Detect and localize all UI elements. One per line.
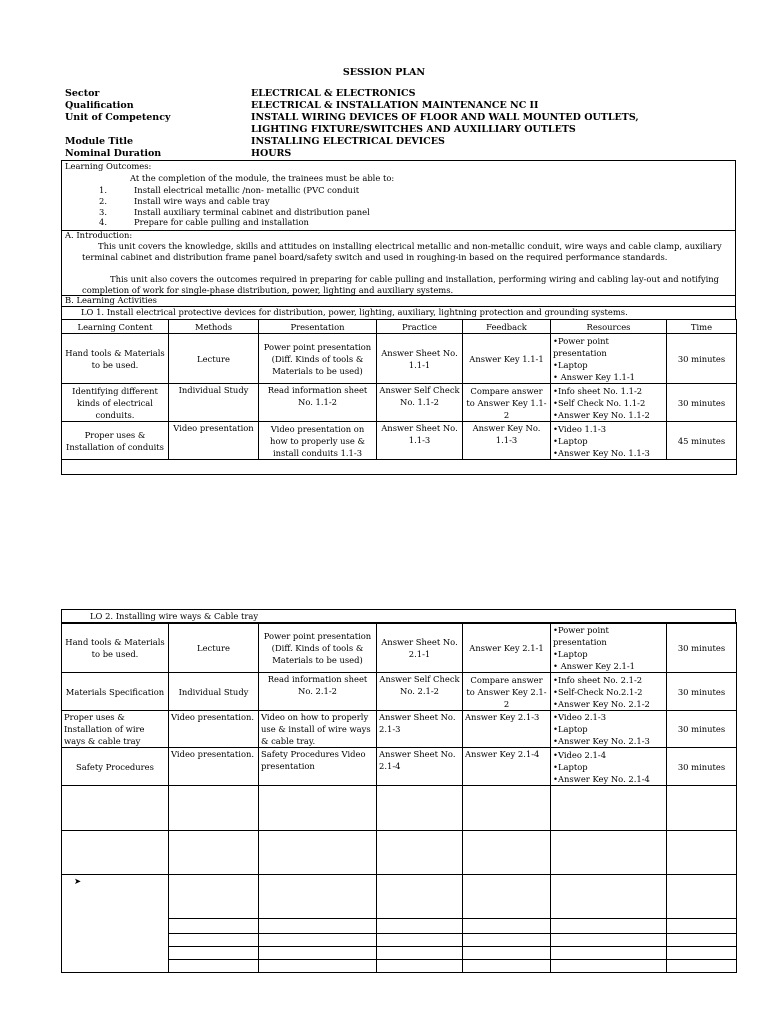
empty-cell — [463, 960, 551, 973]
learning-outcomes-box — [61, 160, 736, 231]
cell-content: Hand tools & Materials to be used. — [62, 623, 169, 673]
empty-cell — [667, 831, 737, 875]
cell-feedback: Answer Key 1.1-1 — [463, 334, 551, 384]
empty-cell — [377, 960, 463, 973]
header-key: Sector — [65, 88, 100, 99]
resource-item: •Laptop — [553, 724, 588, 734]
outcome-number: 1. — [99, 185, 107, 195]
empty-cell — [551, 786, 667, 831]
empty-cell — [551, 960, 667, 973]
table-row — [62, 384, 737, 422]
cell-feedback: Answer Key 2.1-4 — [463, 748, 551, 786]
cell-time: 30 minutes — [667, 384, 737, 422]
empty-cell — [463, 875, 551, 919]
empty-cell — [169, 919, 259, 934]
cell-presentation: Read information sheet No. 1.1-2 — [259, 384, 377, 422]
empty-cell — [551, 947, 667, 960]
empty-cell — [667, 875, 737, 919]
empty-cell — [667, 960, 737, 973]
outcome-number: 3. — [99, 207, 107, 217]
cell-presentation: Video on how to properly use & install of wire ways & cable tray. — [259, 711, 377, 748]
empty-cell — [667, 934, 737, 947]
outcome-text: Prepare for cable pulling and installation — [134, 217, 309, 227]
cell-content: Materials Specification — [62, 673, 169, 711]
resource-item: •Laptop — [553, 761, 588, 772]
cell-presentation: Safety Procedures Video presentation — [259, 748, 377, 786]
resource-item: •Laptop — [553, 648, 588, 659]
cell-method: Individual Study — [169, 673, 259, 711]
column-header: Learning Content — [62, 320, 169, 334]
cell-resources — [551, 334, 667, 384]
cell-time: 30 minutes — [667, 334, 737, 384]
header-key: Module Title — [65, 136, 134, 147]
cell-content: Proper uses & Installation of wire ways & cable tray — [62, 711, 169, 748]
header-value: INSTALL WIRING DEVICES OF FLOOR AND WALL MOUNTED OUTLETS, LIGHTING FIXTURE/SWITCHES AND AUXILLIARY OUTLETS — [251, 112, 639, 135]
resource-item: •Answer Key No. 1.1-3 — [553, 447, 650, 458]
empty-cell — [377, 786, 463, 831]
resource-item: •Power point presentation — [553, 335, 609, 358]
empty-cell — [463, 947, 551, 960]
cell-resources — [551, 711, 667, 748]
activities-table-lo2 — [61, 622, 737, 973]
resource-item: •Answer Key No. 2.1-4 — [553, 773, 650, 784]
arrow-bullet-icon: ➤ — [74, 876, 82, 886]
header-value: ELECTRICAL & ELECTRONICS — [251, 88, 416, 99]
header-key: Nominal Duration — [65, 148, 162, 159]
cell-time: 45 minutes — [667, 422, 737, 460]
resource-item: •Info sheet No. 2.1-2 — [553, 674, 643, 685]
empty-cell — [62, 875, 169, 973]
column-header: Time — [667, 320, 737, 334]
cell-time: 30 minutes — [667, 711, 737, 748]
resource-item: •Video 1.1-3 — [553, 423, 607, 434]
cell-practice: Answer Sheet No. 1.1-3 — [377, 422, 463, 460]
table-row — [62, 711, 737, 748]
empty-cell — [667, 919, 737, 934]
lo1-row — [61, 306, 736, 320]
empty-cell — [377, 919, 463, 934]
empty-cell — [169, 947, 259, 960]
cell-content: Safety Procedures — [62, 748, 169, 786]
table-row-empty — [62, 875, 737, 919]
cell-resources — [551, 384, 667, 422]
empty-cell — [551, 934, 667, 947]
empty-cell — [62, 786, 169, 831]
empty-cell — [62, 460, 737, 475]
cell-feedback: Answer Key 2.1-3 — [463, 711, 551, 748]
empty-cell — [463, 831, 551, 875]
resource-item: • Answer Key 2.1-1 — [553, 660, 635, 671]
table-row — [62, 748, 737, 786]
resource-item: •Self Check No. 1.1-2 — [553, 397, 646, 408]
learning-outcomes-label: Learning Outcomes: — [65, 161, 152, 171]
cell-time: 30 minutes — [667, 748, 737, 786]
empty-cell — [62, 831, 169, 875]
page-title: SESSION PLAN — [342, 67, 426, 78]
outcome-number: 2. — [99, 196, 107, 206]
cell-feedback: Answer Key No. 1.1-3 — [463, 422, 551, 460]
cell-content: Identifying different kinds of electrical conduits. — [62, 384, 169, 422]
cell-content: Hand tools & Materials to be used. — [62, 334, 169, 384]
cell-practice: Answer Sheet No. 1.1-1 — [377, 334, 463, 384]
cell-method: Video presentation. — [169, 748, 259, 786]
header-value: HOURS — [251, 148, 292, 159]
header-value: INSTALLING ELECTRICAL DEVICES — [251, 136, 445, 147]
column-header: Practice — [377, 320, 463, 334]
empty-cell — [169, 934, 259, 947]
learning-activities-label: B. Learning Activities — [65, 295, 157, 305]
table-row — [62, 422, 737, 460]
cell-practice: Answer Sheet No. 2.1-4 — [377, 748, 463, 786]
resource-item: • Answer Key 1.1-1 — [553, 371, 635, 382]
cell-method: Lecture — [169, 623, 259, 673]
empty-cell — [463, 919, 551, 934]
table-header-row — [62, 320, 737, 334]
empty-cell — [169, 875, 259, 919]
column-header: Methods — [169, 320, 259, 334]
resource-item: •Answer Key No. 1.1-2 — [553, 409, 650, 420]
column-header: Resources — [551, 320, 667, 334]
empty-cell — [551, 831, 667, 875]
cell-practice: Answer Self Check No. 1.1-2 — [377, 384, 463, 422]
empty-cell — [259, 947, 377, 960]
empty-cell — [377, 875, 463, 919]
empty-cell — [259, 960, 377, 973]
cell-practice: Answer Sheet No. 2.1-1 — [377, 623, 463, 673]
outcome-number: 4. — [99, 217, 107, 227]
cell-method: Lecture — [169, 334, 259, 384]
resource-item: •Answer Key No. 2.1-3 — [553, 736, 650, 746]
introduction-paragraph-2: This unit also covers the outcomes required in preparing for cable pulling and installation, performing wiring and cabling lay-out and notifying completion of work for single-phase distribution, power, lighting and auxiliary systems. — [82, 274, 720, 295]
empty-cell — [169, 831, 259, 875]
outcome-text: Install wire ways and cable tray — [134, 196, 270, 206]
outcome-text: Install electrical metallic /non- metallic (PVC conduit — [134, 185, 360, 195]
empty-cell — [667, 947, 737, 960]
cell-resources — [551, 623, 667, 673]
empty-cell — [463, 786, 551, 831]
header-value: ELECTRICAL & INSTALLATION MAINTENANCE NC II — [251, 100, 539, 111]
cell-practice: Answer Self Check No. 2.1-2 — [377, 673, 463, 711]
empty-cell — [667, 786, 737, 831]
cell-feedback: Compare answer to Answer Key 1.1-2 — [463, 384, 551, 422]
lo2-heading: LO 2. Installing wire ways & Cable tray — [90, 611, 259, 621]
empty-cell — [259, 786, 377, 831]
empty-cell — [259, 831, 377, 875]
cell-resources — [551, 422, 667, 460]
outcome-text: Install auxiliary terminal cabinet and distribution panel — [134, 207, 370, 217]
table-row — [62, 334, 737, 384]
column-header: Presentation — [259, 320, 377, 334]
cell-method: Video presentation — [169, 422, 259, 460]
header-block — [65, 88, 705, 160]
cell-feedback: Answer Key 2.1-1 — [463, 623, 551, 673]
cell-presentation: Video presentation on how to properly use & install conduits 1.1-3 — [259, 422, 377, 460]
column-header: Feedback — [463, 320, 551, 334]
empty-cell — [377, 934, 463, 947]
introduction-box — [61, 229, 736, 296]
table-row-empty — [62, 786, 737, 831]
lo1-heading: LO 1. Install electrical protective devices for distribution, power, lighting, auxiliary, lightning protection and grounding systems. — [81, 307, 628, 317]
resource-item: •Self-Check No.2.1-2 — [553, 686, 643, 697]
resource-item: •Answer Key No. 2.1-2 — [553, 698, 650, 709]
cell-time: 30 minutes — [667, 673, 737, 711]
empty-cell — [259, 934, 377, 947]
resource-item: •Laptop — [553, 435, 588, 446]
resource-item: •Laptop — [553, 359, 588, 370]
resource-item: •Video 2.1-3 — [553, 712, 607, 722]
cell-resources — [551, 673, 667, 711]
header-key: Unit of Competency — [65, 112, 171, 123]
cell-practice: Answer Sheet No. 2.1-3 — [377, 711, 463, 748]
table-row-empty — [62, 460, 737, 475]
introduction-label: A. Introduction: — [65, 230, 133, 240]
cell-feedback: Compare answer to Answer Key 2.1-2 — [463, 673, 551, 711]
introduction-paragraph-1: This unit covers the knowledge, skills and attitudes on installing electrical metallic and non-metallic conduit, wire ways and cable clamp, auxiliary terminal cabinet and distribution frame panel board/safety switch and used in roughing-in based on the required performance standards. — [82, 241, 722, 262]
cell-method: Individual Study — [169, 384, 259, 422]
empty-cell — [551, 875, 667, 919]
cell-presentation: Read information sheet No. 2.1-2 — [259, 673, 377, 711]
table-row — [62, 673, 737, 711]
cell-resources — [551, 748, 667, 786]
empty-cell — [169, 786, 259, 831]
empty-cell — [259, 919, 377, 934]
cell-presentation: Power point presentation (Diff. Kinds of tools & Materials to be used) — [259, 334, 377, 384]
cell-content: Proper uses & Installation of conduits — [62, 422, 169, 460]
empty-cell — [259, 875, 377, 919]
empty-cell — [463, 934, 551, 947]
resource-item: •Video 2.1-4 — [553, 749, 607, 760]
cell-presentation: Power point presentation (Diff. Kinds of tools & Materials to be used) — [259, 623, 377, 673]
empty-cell — [551, 919, 667, 934]
resource-item: •Info sheet No. 1.1-2 — [553, 385, 643, 396]
empty-cell — [377, 831, 463, 875]
table-row-empty — [62, 831, 737, 875]
cell-time: 30 minutes — [667, 623, 737, 673]
empty-cell — [377, 947, 463, 960]
header-key: Qualification — [65, 100, 134, 111]
cell-method: Video presentation. — [169, 711, 259, 748]
resource-item: •Power point presentation — [553, 624, 609, 647]
learning-outcomes-intro: At the completion of the module, the trainees must be able to: — [130, 173, 395, 183]
table-row — [62, 623, 737, 673]
activities-table-lo1 — [61, 319, 737, 475]
empty-cell — [169, 960, 259, 973]
